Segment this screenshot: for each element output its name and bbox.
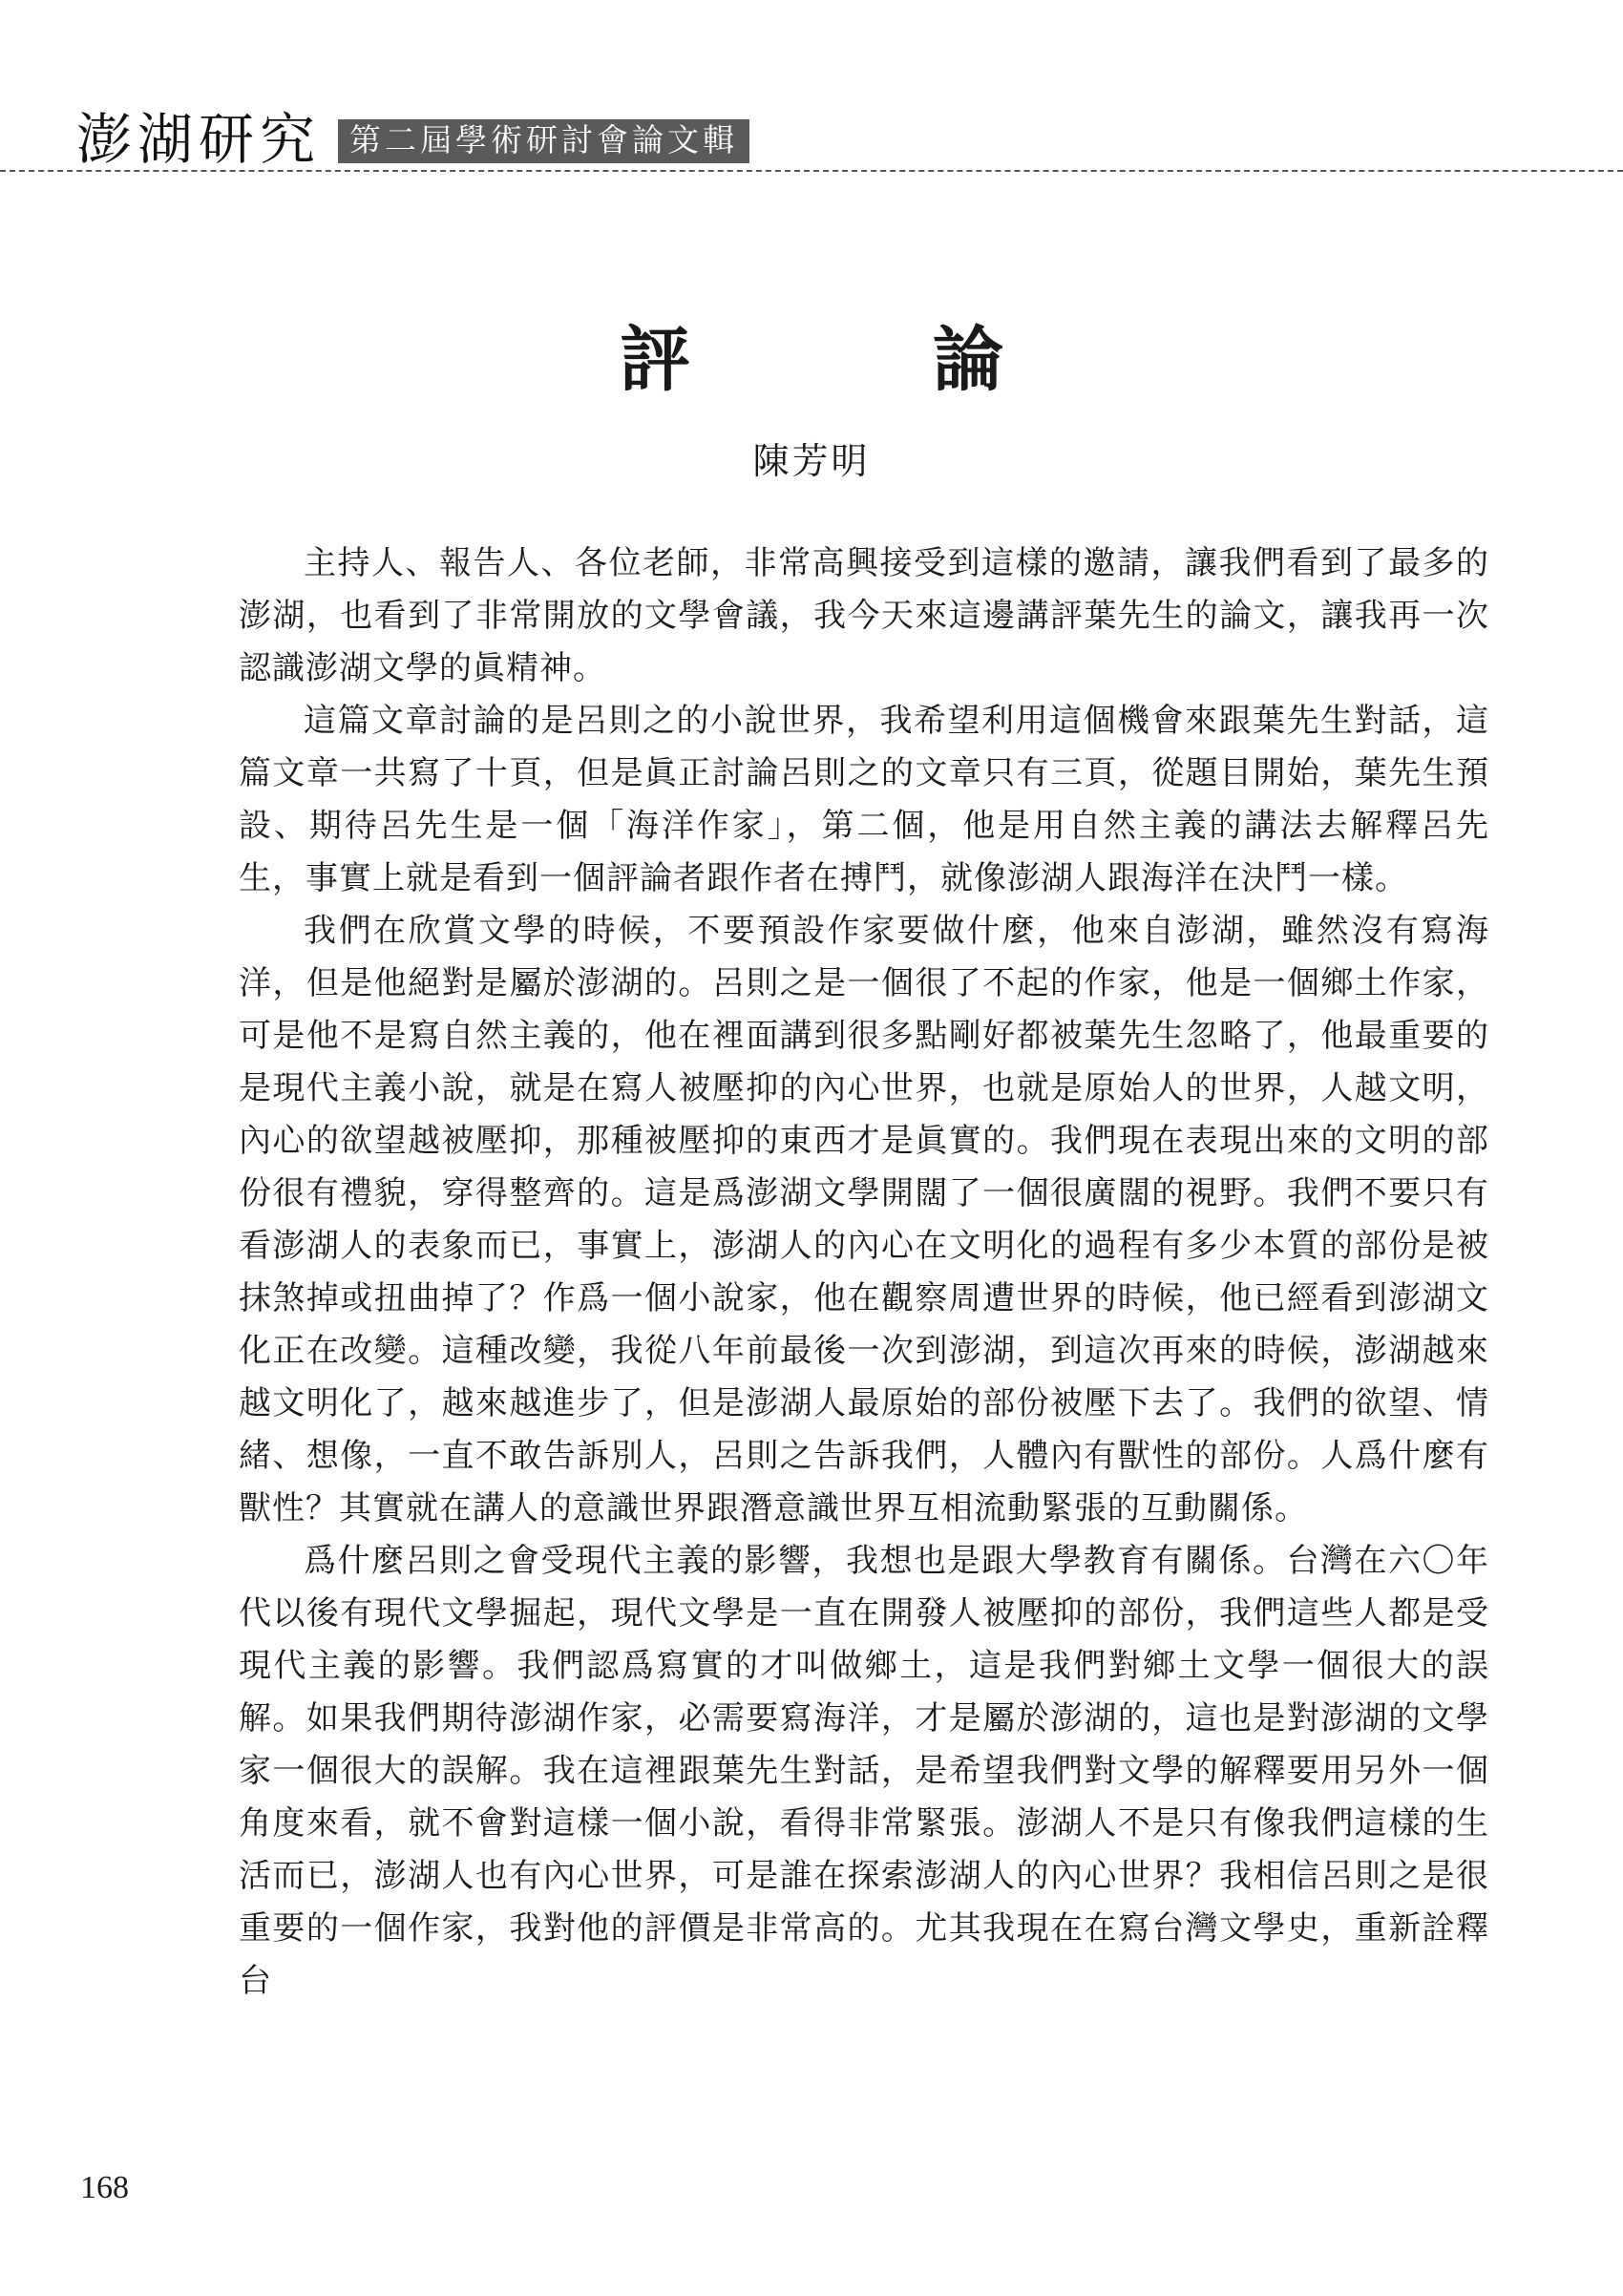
header-dashed-divider — [0, 170, 1623, 172]
body-paragraph-4: 爲什麼呂則之會受現代主義的影響，我想也是跟大學教育有關係。台灣在六〇年代以後有現代文學掘起，現代文學是一直在開發人被壓抑的部份，我們這些人都是受現代主義的影響。我們認爲寫實的才叫做鄉土，這是我們對鄉土文學一個很大的誤解。如果我們期待澎湖作家，必需要寫海洋，才是屬於澎湖的，這也是對澎湖的文學家一個很大的誤解。我在這裡跟葉先生對話，是希望我們對文學的解釋要用另外一個角度來看，就不會對這樣一個小說，看得非常緊張。澎湖人不是只有像我們這樣的生活而已，澎湖人也有內心世界，可是誰在探索澎湖人的內心世界？我相信呂則之是很重要的一個作家，我對他的評價是非常高的。尤其我現在在寫台灣文學史，重新詮釋台 — [239, 1542, 1489, 2000]
journal-title: 澎湖研究 — [76, 107, 322, 172]
article-body — [239, 537, 1489, 2008]
page-number: 168 — [80, 2170, 129, 2205]
body-paragraph-1: 主持人、報告人、各位老師，非常高興接受到這樣的邀請，讓我們看到了最多的澎湖，也看到了非常開放的文學會議，我今天來這邊講評葉先生的論文，讓我再一次認識澎湖文學的眞精神。 — [239, 544, 1489, 687]
article-title: 評 論 — [620, 319, 1089, 401]
body-paragraph-2: 這篇文章討論的是呂則之的小說世界，我希望利用這個機會來跟葉先生對話，這篇文章一共寫了十頁，但是眞正討論呂則之的文章只有三頁，從題目開始，葉先生預設、期待呂先生是一個「海洋作家」，第二個，他是用自然主義的講法去解釋呂先生，事實上就是看到一個評論者跟作者在搏鬥，就像澎湖人跟海洋在決鬥一樣。 — [239, 702, 1489, 897]
series-title-badge: 第二屆學術研討會論文輯 — [338, 119, 749, 163]
author-name: 陳芳明 — [752, 440, 871, 482]
running-header — [76, 91, 749, 172]
body-paragraph-3: 我們在欣賞文學的時候，不要預設作家要做什麼，他來自澎湖，雖然沒有寫海洋，但是他絕對是屬於澎湖的。呂則之是一個很了不起的作家，他是一個鄉土作家，可是他不是寫自然主義的，他在裡面講到很多點剛好都被葉先生忽略了，他最重要的是現代主義小說，就是在寫人被壓抑的內心世界，也就是原始人的世界，人越文明，內心的欲望越被壓抑，那種被壓抑的東西才是眞實的。我們現在表現出來的文明的部份很有禮貌，穿得整齊的。這是爲澎湖文學開闊了一個很廣闊的視野。我們不要只有看澎湖人的表象而已，事實上，澎湖人的內心在文明化的過程有多少本質的部份是被抹煞掉或扭曲掉了？作爲一個小說家，他在觀察周遭世界的時候，他已經看到澎湖文化正在改變。這種改變，我從八年前最後一次到澎湖，到這次再來的時候，澎湖越來越文明化了，越來越進步了，但是澎湖人最原始的部份被壓下去了。我們的欲望、情緒、想像，一直不敢告訴別人，呂則之告訴我們，人體內有獸性的部份。人爲什麼有獸性？其實就在講人的意識世界跟潛意識世界互相流動緊張的互動關係。 — [239, 912, 1489, 1527]
